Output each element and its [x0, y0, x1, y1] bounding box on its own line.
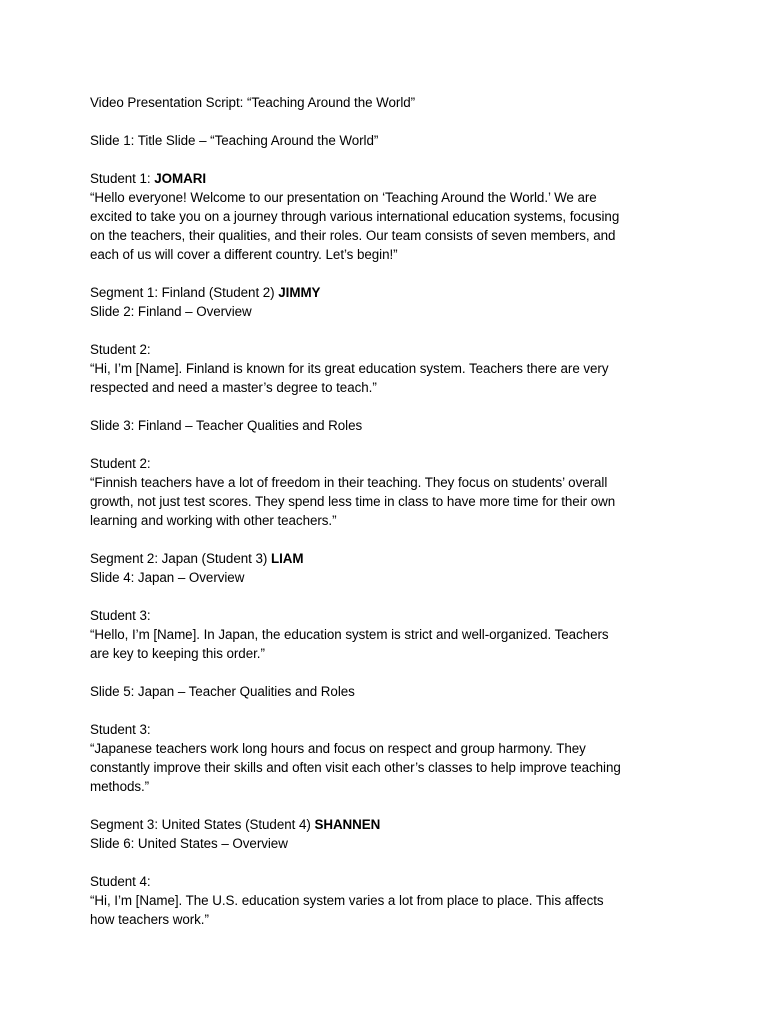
speaker-line: Student 3:: [90, 608, 151, 623]
segment-student-name: LIAM: [270, 551, 304, 566]
quote-line: “Hello everyone! Welcome to our presentation on ‘Teaching Around the World.’ We are: [90, 190, 597, 205]
segment-1-slide-b: [90, 416, 690, 435]
quote-line: excited to take you on a journey through various international education systems, focusing: [90, 209, 620, 224]
quote-line: growth, not just test scores. They spend less time in class to have more time for their own: [90, 494, 616, 509]
segment-1-heading-block: [90, 283, 690, 321]
quote-line: “Hello, I’m [Name]. In Japan, the education system is strict and well-organized. Teachers: [90, 627, 609, 642]
speaker-name: JOMARI: [154, 171, 207, 186]
speaker-line: [90, 169, 690, 188]
quote-line: “Finnish teachers have a lot of freedom in their teaching. They focus on students’ overall: [90, 475, 608, 490]
document-title: [90, 93, 690, 112]
slide-line: Slide 3: Finland – Teacher Qualities and Roles: [90, 418, 363, 433]
slide-line: Slide 6: United States – Overview: [90, 836, 288, 851]
quote-line: respected and need a master’s degree to teach.”: [90, 380, 377, 395]
slide-line: Slide 4: Japan – Overview: [90, 570, 245, 585]
quote-line: methods.”: [90, 779, 150, 794]
document-body: [90, 93, 690, 948]
segment-2-quote-1: [90, 606, 690, 663]
speaker-line: Student 3:: [90, 722, 151, 737]
segment-1-quote-2: [90, 454, 690, 530]
segment-heading: [90, 283, 690, 302]
quote-line: each of us will cover a different country. Let’s begin!”: [90, 247, 398, 262]
speaker-line: Student 2:: [90, 342, 151, 357]
segment-2-slide-b: [90, 682, 690, 701]
slide-1-line: Slide 1: Title Slide – “Teaching Around the World”: [90, 133, 379, 148]
quote-line: on the teachers, their qualities, and their roles. Our team consists of seven members, and: [90, 228, 616, 243]
segment-heading-prefix: Segment 1: Finland (Student 2): [90, 285, 279, 300]
segment-heading: [90, 815, 690, 834]
speaker-line: Student 4:: [90, 874, 151, 889]
speaker-line: Student 2:: [90, 456, 151, 471]
segment-heading: [90, 549, 690, 568]
slide-line: Slide 2: Finland – Overview: [90, 304, 252, 319]
quote-line: “Hi, I’m [Name]. The U.S. education system varies a lot from place to place. This affects: [90, 893, 604, 908]
segment-heading-prefix: Segment 3: United States (Student 4): [90, 817, 315, 832]
quote-line: learning and working with other teachers.”: [90, 513, 337, 528]
segment-3-quote-1: [90, 872, 690, 929]
slide-line: Slide 5: Japan – Teacher Qualities and Roles: [90, 684, 355, 699]
quote-line: “Japanese teachers work long hours and focus on respect and group harmony. They: [90, 741, 586, 756]
quote-line: how teachers work.”: [90, 912, 209, 927]
title-line: Video Presentation Script: “Teaching Around the World”: [90, 95, 416, 110]
intro-block: [90, 169, 690, 264]
segment-2-quote-2: [90, 720, 690, 796]
quote-line: constantly improve their skills and often visit each other’s classes to help improve teaching: [90, 760, 621, 775]
segment-3-heading-block: [90, 815, 690, 853]
quote-line: “Hi, I’m [Name]. Finland is known for its great education system. Teachers there are very: [90, 361, 609, 376]
slide-heading: [90, 131, 690, 150]
segment-student-name: SHANNEN: [314, 817, 381, 832]
quote-line: are key to keeping this order.”: [90, 646, 265, 661]
segment-student-name: JIMMY: [278, 285, 321, 300]
segment-heading-prefix: Segment 2: Japan (Student 3): [90, 551, 271, 566]
segment-1-quote-1: [90, 340, 690, 397]
speaker-prefix: Student 1:: [90, 171, 155, 186]
segment-2-heading-block: [90, 549, 690, 587]
